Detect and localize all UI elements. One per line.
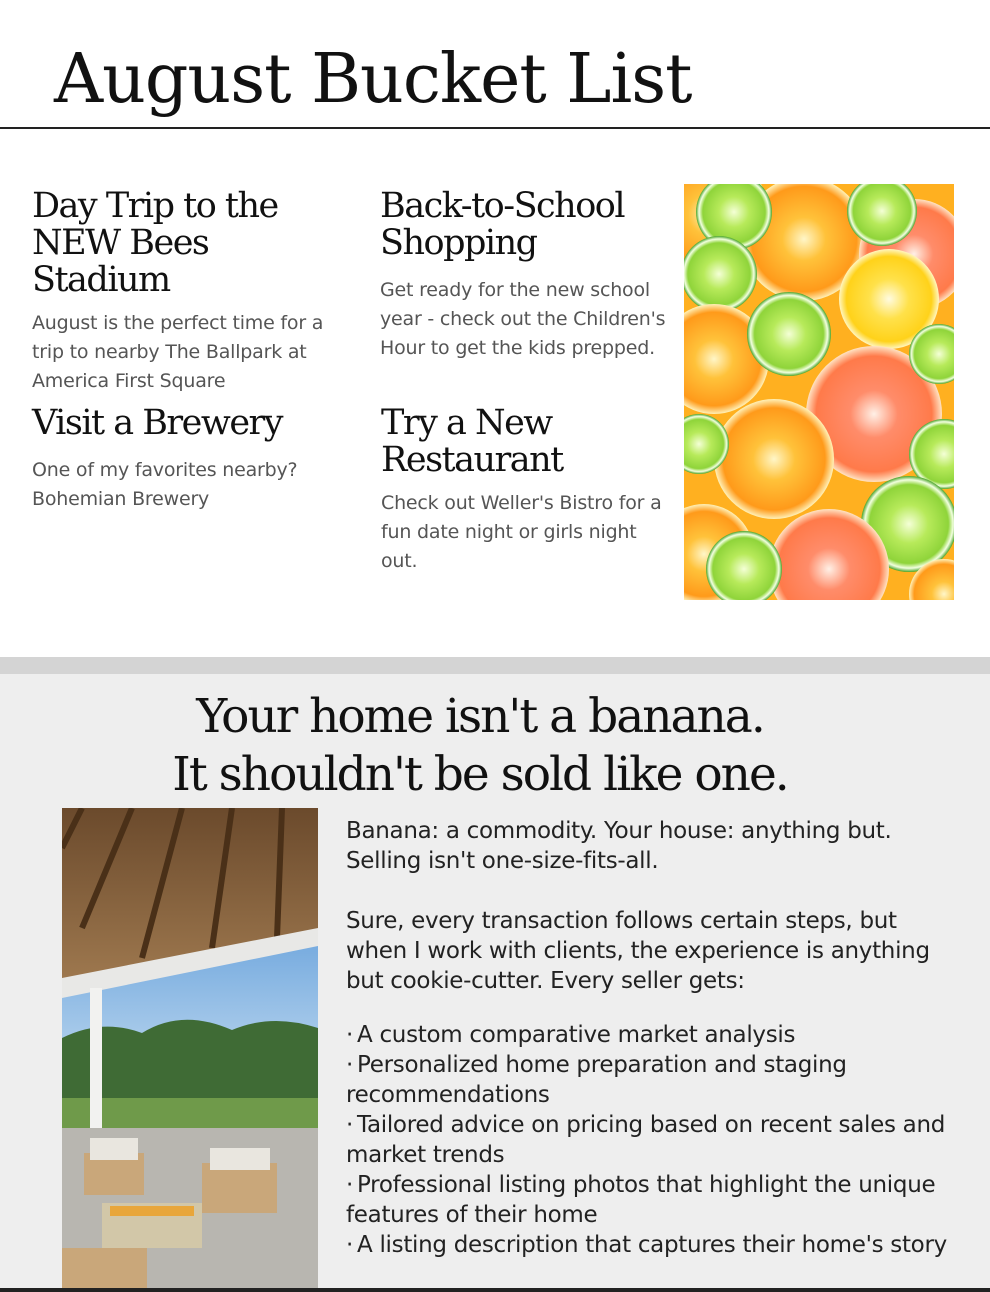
heading-line: Back-to-School bbox=[380, 186, 625, 226]
bucket-item-brewery bbox=[32, 405, 352, 514]
list-item-text: Professional listing photos that highlight the unique features of their home bbox=[346, 1172, 936, 1228]
headline-line: Your home isn't a banana. bbox=[196, 689, 764, 744]
bucket-item-heading: Visit a Brewery bbox=[32, 403, 283, 443]
bucket-item-text: Get ready for the new school year - check out the Children's Hour to get the kids prepped. bbox=[380, 279, 666, 359]
bullet-icon: · bbox=[346, 1052, 354, 1078]
bullet-icon: · bbox=[346, 1022, 354, 1048]
list-item-text: A custom comparative market analysis bbox=[357, 1022, 796, 1048]
list-item bbox=[346, 1170, 958, 1230]
bucket-item-text: Check out Weller's Bistro for a fun date night or girls night out. bbox=[381, 492, 662, 572]
page-bottom-edge bbox=[0, 1288, 990, 1292]
bucket-item-text: August is the perfect time for a trip to nearby The Ballpark at America First Square bbox=[32, 312, 324, 392]
list-item-text: Tailored advice on pricing based on recent sales and market trends bbox=[346, 1112, 946, 1168]
bucket-item-shopping bbox=[380, 188, 670, 363]
list-item bbox=[346, 1050, 958, 1110]
feature-headline bbox=[0, 688, 960, 804]
benefits-list bbox=[346, 1020, 958, 1260]
heading-line: NEW Bees Stadium bbox=[32, 223, 209, 300]
bucket-item-heading bbox=[381, 405, 671, 479]
feature-body bbox=[346, 816, 958, 1260]
heading-line: Try a New bbox=[381, 403, 552, 443]
list-item bbox=[346, 1230, 958, 1260]
list-item bbox=[346, 1020, 958, 1050]
heading-line: Restaurant bbox=[381, 440, 563, 480]
bullet-icon: · bbox=[346, 1172, 354, 1198]
bucket-item-stadium bbox=[32, 188, 352, 396]
section-divider bbox=[0, 657, 990, 674]
title-divider bbox=[0, 127, 990, 129]
list-item bbox=[346, 1110, 958, 1170]
heading-line: Shopping bbox=[380, 223, 537, 263]
headline-line: It shouldn't be sold like one. bbox=[172, 747, 788, 802]
bullet-icon: · bbox=[346, 1112, 354, 1138]
bucket-item-restaurant bbox=[381, 405, 671, 576]
page-title: August Bucket List bbox=[54, 40, 692, 119]
feature-paragraph: Banana: a commodity. Your house: anything but. Selling isn't one-size-fits-all. bbox=[346, 818, 892, 874]
feature-paragraph: Sure, every transaction follows certain steps, but when I work with clients, the experience is anything but cookie-cutter. Every seller gets: bbox=[346, 908, 930, 994]
list-item-text: A listing description that captures their home's story bbox=[357, 1232, 947, 1258]
patio-photo bbox=[62, 808, 318, 1292]
bullet-icon: · bbox=[346, 1232, 354, 1258]
list-item-text: Personalized home preparation and staging recommendations bbox=[346, 1052, 847, 1108]
citrus-photo bbox=[684, 184, 954, 600]
bucket-item-heading bbox=[380, 188, 670, 262]
heading-line: Day Trip to the bbox=[32, 186, 278, 226]
bucket-item-heading bbox=[32, 188, 352, 299]
bucket-item-text: One of my favorites nearby? Bohemian Brewery bbox=[32, 459, 298, 510]
